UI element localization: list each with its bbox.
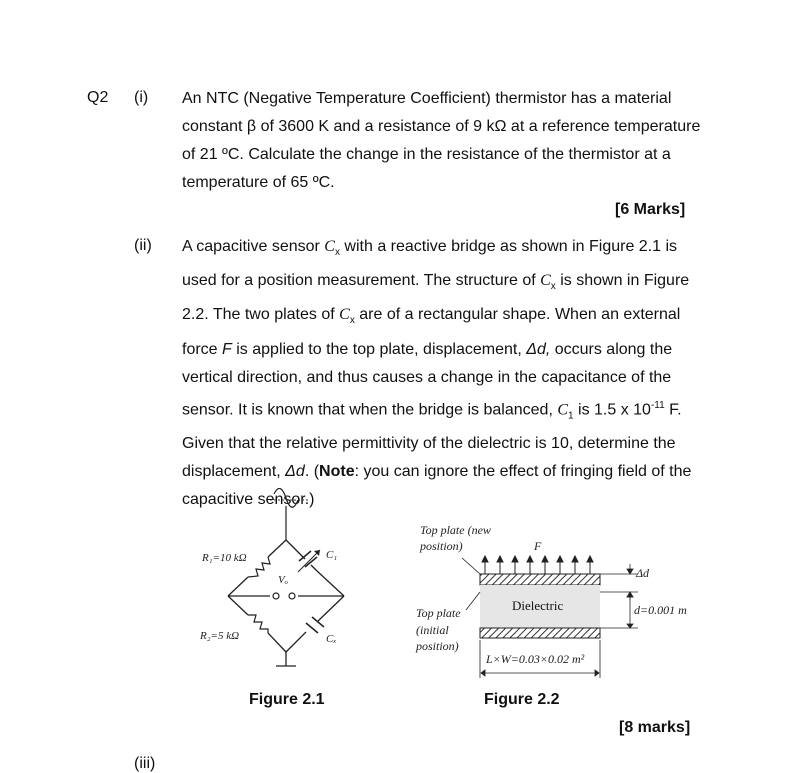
t-a1: A capacitive sensor [182,238,325,255]
c1-label: C₁ [326,549,338,561]
r1-label: R₁=10 kΩ [202,552,247,564]
dielectric-label: Dielectric [512,598,564,613]
t-a4: are of a rectangular shape. When an external force [182,306,681,358]
resistor-r1 [248,557,270,577]
cx-symbol: C [324,238,335,255]
part-ii-paragraph [182,233,710,514]
force-label: F [534,539,542,553]
top-plate-new [480,574,600,585]
ac-source-symbol [262,488,310,540]
top-new-leader [462,558,480,574]
cx-sub: x [334,247,340,259]
d-label: d=0.001 m [634,603,687,617]
note-label: Note [319,463,355,481]
r2-label: R₂=5 kΩ [200,630,240,642]
exponent: -11 [650,399,665,411]
cx-symbol-2: C [540,272,551,290]
bottom-plate [480,628,600,638]
cx-sub-2: x [550,281,556,293]
part-i-paragraph: An NTC (Negative Temperature Coefficient) thermistor has a material constant β of 3600 K and a resistance of 9 kΩ at a reference temperature of 21 ºC. Calculate the change in the resistance of the thermistor at a temperature of 65 ºC. [182,90,701,191]
capacitor-cx [306,617,324,633]
top-init-leader [466,592,480,610]
top-init-label-2: (initial [416,623,449,637]
top-init-label-3: position) [416,639,459,653]
figure-2-2-diagram [410,518,710,683]
part-ii-text [182,233,710,514]
force-arrows [482,556,593,574]
t-a5: is applied to the top plate, displacement, [231,340,527,358]
t-a10: : you can ignore the effect of fringing field of the capacitive sensor.) [182,463,692,509]
t-a3: is shown in Figure 2.2. The two plates of [182,272,690,324]
part-i-label: (i) [134,89,149,106]
resistor-r2 [248,615,268,633]
delta-d-symbol: Δd, [526,340,551,358]
vo-label: Vₒ [278,574,288,586]
top-init-label-1: Top plate [416,606,461,620]
lw-label: L×W=0.03×0.02 m² [486,652,585,666]
part-ii-marks: [8 marks] [619,719,691,736]
figure-2-1-caption: Figure 2.1 [249,691,325,708]
cx-label: Cₓ [326,633,337,645]
part-i-marks: [6 Marks] [615,201,686,218]
top-new-label-2: position) [420,539,463,553]
capacitor-c1 [298,550,320,572]
figure-2-1-diagram [190,488,370,688]
t-a2: with a reactive bridge as shown in Figure 2.1 is used for a position measurement. The structure of [182,238,678,290]
top-new-label-1: Top plate (new [420,523,491,537]
part-ii-label: (ii) [134,237,152,254]
t-a8: F. Given that the relative permittivity of the dielectric is 10, determine the displacement, [182,400,682,481]
delta-d-dimension [600,564,638,600]
figure-2-2-caption: Figure 2.2 [484,691,560,708]
vo-terminal-left [273,593,279,599]
part-i-text [182,85,707,197]
cx-symbol-3: C [339,306,350,324]
d-dimension [600,593,638,628]
t-a6: occurs along the vertical direction, and thus causes a change in the capacitance of the sensor. It is known that when the bridge is balanced, [182,340,673,418]
vo-terminal-right [289,593,295,599]
c1-sub: 1 [568,410,574,422]
cx-sub-3: x [349,315,355,327]
t-a9: . ( [304,463,320,481]
delta-d-label: Δd [636,566,650,580]
delta-d-symbol-2: Δd [285,463,305,481]
t-a7: is 1.5 x 10 [573,400,651,418]
force-symbol: F [222,340,232,358]
part-iii-label: (iii) [134,755,156,772]
question-number: Q2 [87,89,109,106]
c1-symbol: C [557,400,569,418]
